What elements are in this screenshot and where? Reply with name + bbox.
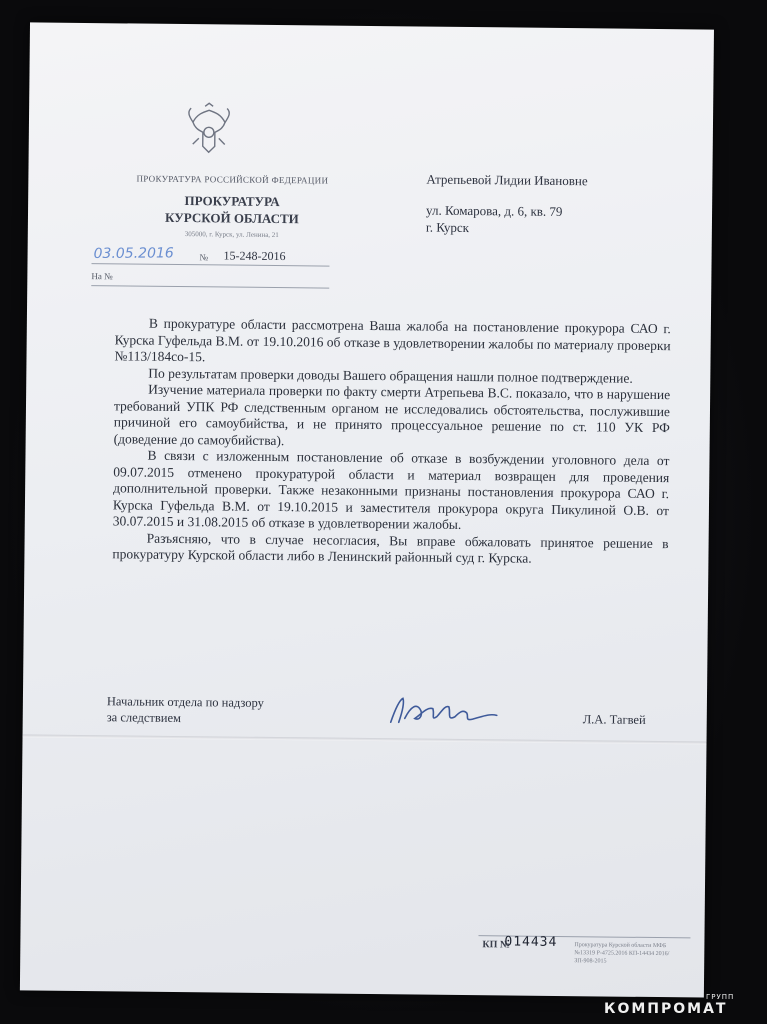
- registration-number: 15-248-2016: [223, 248, 286, 264]
- recipient-block: [426, 171, 697, 239]
- watermark-main: КОМПРОМАТ: [604, 1001, 728, 1017]
- paper-fold: [23, 734, 707, 744]
- reference-line: [91, 285, 329, 288]
- body-paragraph: По результатам проверки доводы Вашего обращения нашли полное подтверждение.: [148, 365, 633, 386]
- body-paragraph: Изучение материала проверки по факту смерти Атрепьева В.С. показало, что в нарушение требований УПК РФ следственным органом не исследовались обстоятельства, послужившие причиной его самоубийства, и не принято процессуальное решение по ст. 110 УК РФ (доведение до самоубийства).: [113, 381, 671, 448]
- body-paragraph: В прокуратуре области рассмотрена Ваша жалоба на постановление прокурора САО г. Курска Гуфельда В.М. от 19.10.2016 об отказе в удовлетворении жалобы по материалу проверки №113/184со-15.: [114, 315, 671, 365]
- reference-label: На №: [91, 271, 113, 282]
- agency-parent-name: ПРОКУРАТУРА РОССИЙСКОЙ ФЕДЕРАЦИИ: [136, 173, 329, 186]
- signer-name: Л.А. Тагвей: [582, 712, 646, 727]
- watermark-small: ГРУПП: [706, 993, 735, 1001]
- registration-number-label: №: [199, 252, 209, 263]
- registration-line: [91, 263, 329, 266]
- form-code-label: КП №: [482, 939, 511, 951]
- coat-of-arms-icon: [185, 102, 234, 158]
- letter-page: [20, 22, 714, 997]
- body-paragraph: Разъясняю, что в случае несогласия, Вы вправе обжаловать принятое решение в прокуратуру Курской области либо в Ленинский районный суд г. Курска.: [112, 530, 669, 566]
- body-paragraph: В связи с изложенным постановление об отказе в возбуждении уголовного дела от 09.07.2015 отменено прокуратурой области и материал возвращен для проведения дополнительной проверки. Также незаконными признаны постановления прокурора САО г. Курска Гуфельда В.М. от 19.10.2015 и заместителя прокурора округа Пикулиной О.В. от 30.07.2015 и 31.08.2015 об отказе в удовлетворении жалобы.: [112, 447, 670, 532]
- agency-address: 305000, г. Курск, ул. Ленина, 21: [184, 230, 279, 240]
- agency-name-line2: КУРСКОЙ ОБЛАСТИ: [165, 209, 299, 227]
- letter-body: [112, 315, 671, 568]
- handwritten-signature: [385, 692, 505, 729]
- registration-date: 03.05.2016: [93, 245, 174, 262]
- form-code-block: [478, 935, 690, 974]
- form-fine-print: Прокуратура Курской области МФБ №13319 Р-4725.2016 КП-14434 2016/ЗП-908-2015: [574, 942, 670, 965]
- recipient-name: Атрепьевой Лидии Ивановне: [426, 171, 588, 189]
- signer-title: [107, 693, 347, 728]
- signer-title-line1: Начальник отдела по надзору: [106, 694, 264, 710]
- agency-name-line1: ПРОКУРАТУРА: [184, 193, 280, 210]
- signer-title-line2: за следствием: [106, 710, 182, 726]
- recipient-street: ул. Комарова, д. 6, кв. 79: [425, 202, 563, 220]
- recipient-city: г. Курск: [425, 219, 470, 236]
- form-serial-number: 014434: [504, 934, 558, 950]
- agency-name: [114, 191, 350, 227]
